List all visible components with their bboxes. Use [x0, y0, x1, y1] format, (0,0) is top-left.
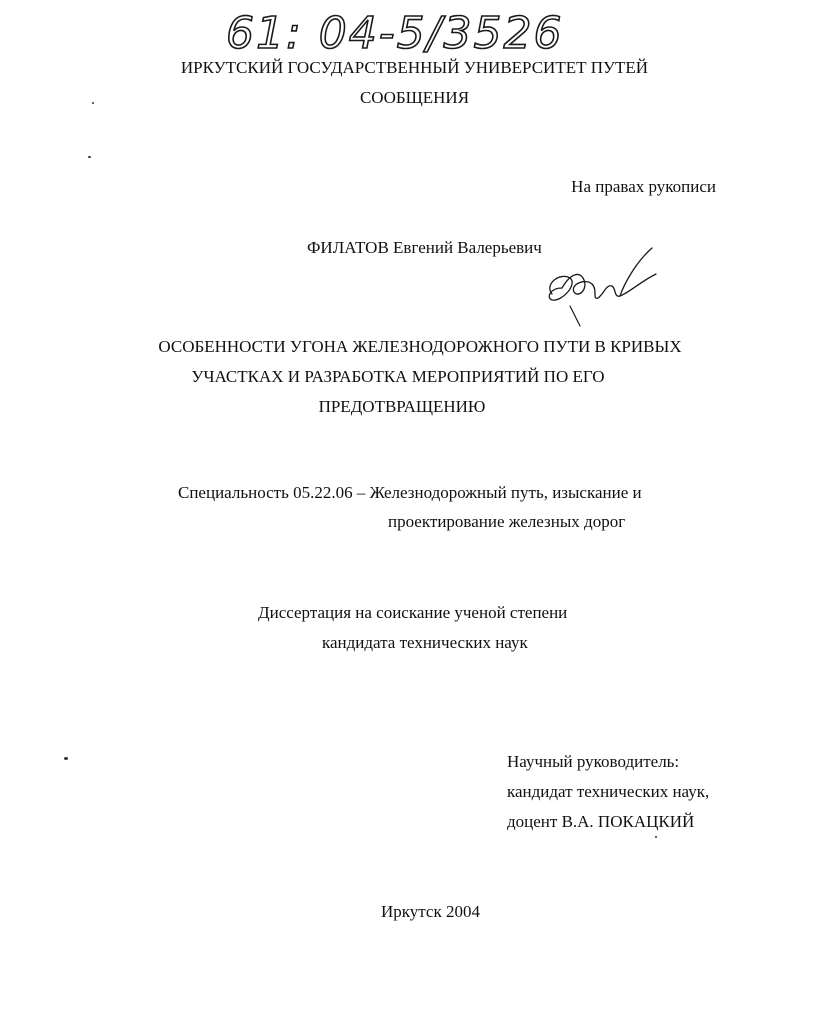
- rights-note: На правах рукописи: [571, 177, 716, 196]
- dissertation-line1: Диссертация на соискание ученой степени: [258, 603, 568, 622]
- title-line3: ПРЕДОТВРАЩЕНИЮ: [318, 397, 486, 416]
- author-name: ФИЛАТОВ Евгений Валерьевич: [307, 238, 542, 257]
- title-line2: УЧАСТКАХ И РАЗРАБОТКА МЕРОПРИЯТИЙ ПО ЕГО: [191, 367, 605, 386]
- scan-speck: [64, 757, 68, 760]
- title-line1: ОСОБЕННОСТИ УГОНА ЖЕЛЕЗНОДОРОЖНОГО ПУТИ В КРИВЫХ: [158, 337, 682, 356]
- dissertation-line2: кандидата технических наук: [322, 633, 528, 652]
- advisor-degree: кандидат технических наук,: [507, 782, 710, 801]
- signature-icon: [540, 244, 680, 328]
- university-name-line1: ИРКУТСКИЙ ГОСУДАРСТВЕННЫЙ УНИВЕРСИТЕТ ПУТЕЙ: [180, 58, 649, 77]
- advisor-label: Научный руководитель:: [507, 752, 680, 771]
- scan-speck: [88, 156, 91, 158]
- scan-speck: [655, 836, 657, 838]
- advisor-name: доцент В.А. ПОКАЦКИЙ: [507, 812, 695, 831]
- handwritten-reference-text: 61: 04-5/3526: [226, 8, 564, 59]
- specialty-line2: проектирование железных дорог: [388, 512, 626, 531]
- city-year: Иркутск 2004: [381, 902, 480, 921]
- specialty-line1: Специальность 05.22.06 – Железнодорожный путь, изыскание и: [178, 483, 642, 502]
- handwritten-reference-number: [222, 4, 564, 62]
- scan-speck: [92, 102, 94, 104]
- university-name-line2: СООБЩЕНИЯ: [359, 88, 470, 107]
